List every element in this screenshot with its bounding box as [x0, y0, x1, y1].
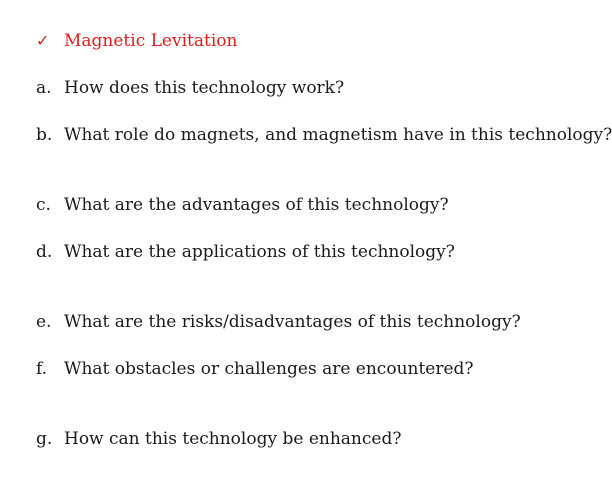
- topic-title: Magnetic Levitation: [64, 31, 238, 51]
- question-item: [36, 125, 612, 145]
- question-item: [36, 359, 474, 379]
- question-marker: e.: [36, 312, 52, 332]
- question-text: What are the advantages of this technology?: [64, 195, 449, 215]
- question-marker: b.: [36, 125, 53, 145]
- question-text: What are the applications of this technology?: [64, 242, 455, 262]
- question-text: What role do magnets, and magnetism have in this technology?: [64, 125, 612, 145]
- question-item: [36, 242, 455, 262]
- question-item: [36, 429, 401, 449]
- question-marker: a.: [36, 78, 52, 98]
- question-marker: f.: [36, 359, 48, 379]
- question-text: How does this technology work?: [64, 78, 345, 98]
- question-text: What are the risks/disadvantages of this technology?: [64, 312, 521, 332]
- question-marker: g.: [36, 429, 53, 449]
- question-marker: c.: [36, 195, 51, 215]
- question-item: [36, 78, 344, 98]
- question-marker: d.: [36, 242, 53, 262]
- question-item: [36, 312, 521, 332]
- question-text: What obstacles or challenges are encountered?: [64, 359, 474, 379]
- question-text: How can this technology be enhanced?: [64, 429, 402, 449]
- topic-heading: [36, 31, 237, 51]
- question-item: [36, 195, 449, 215]
- checkmark-icon: ✓: [36, 31, 50, 50]
